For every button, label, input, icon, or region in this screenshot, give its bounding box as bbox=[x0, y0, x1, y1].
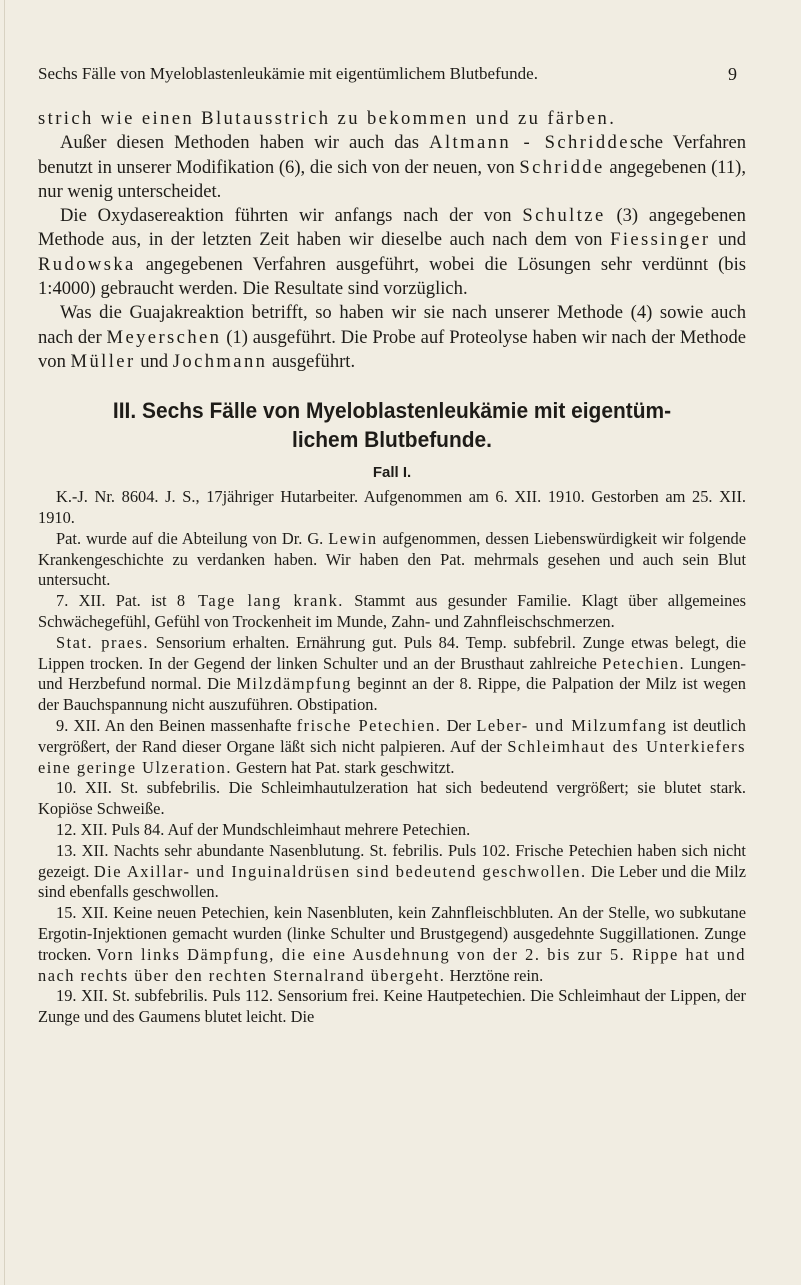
spaced-emphasis: frische Petechien. bbox=[296, 716, 442, 736]
page-body bbox=[38, 107, 746, 1028]
text-run: (3) angegebenen Methode aus, in der letzten Zeit haben wir dieselbe auch nach dem von bbox=[38, 205, 746, 251]
case-paragraph bbox=[38, 903, 746, 986]
text-run: 13. XII. Nachts sehr abundante Nasenblutung. St. febrilis. Puls 102. Frische Petechien haben sich nicht gezeigt. bbox=[38, 840, 746, 881]
case-paragraph bbox=[38, 633, 746, 716]
running-title: Sechs Fälle von Myeloblastenleukämie mit eigentümlichem Blutbefunde. bbox=[38, 64, 538, 83]
text-run: Was die Guajakreaktion betrifft, so haben wir sie nach unserer Methode (4) sowie auch nach der bbox=[38, 302, 746, 348]
text-run: angegebenen Verfahren ausgeführt, wobei die Lösungen sehr verdünnt (bis 1:4000) gebraucht werden. Die Resultate sind vorzüglich. bbox=[38, 253, 746, 300]
spaced-emphasis: Schleimhaut des Unterkiefers eine geringe Ulzeration. bbox=[38, 736, 746, 777]
spaced-emphasis: Vorn links Dämpfung, die eine Ausdehnung von der 2. bis zur 5. Rippe hat und nach rechts über den rechten Sternalrand übergeht. bbox=[38, 944, 746, 985]
text-run: sche Verfahren benutzt in unserer Modifikation (6), die sich von der neuen, von bbox=[38, 132, 747, 178]
spaced-emphasis: Leber- und Milzumfang bbox=[476, 716, 668, 736]
text-run: Der bbox=[441, 716, 477, 736]
text-run: Außer diesen Methoden haben wir auch das bbox=[60, 132, 430, 154]
spaced-emphasis: Fiessinger bbox=[610, 229, 711, 251]
case-paragraph bbox=[38, 841, 746, 903]
spaced-emphasis: Jochmann bbox=[172, 350, 268, 372]
spaced-emphasis: Milzdämpfung bbox=[236, 674, 352, 694]
text-run: angegebenen (11), nur wenig unterscheidet. bbox=[38, 156, 747, 202]
page-edge-shadow bbox=[4, 0, 5, 1285]
text-run: aufgenommen, dessen Liebenswürdigkeit wir folgende Krankengeschichte zu verdanken haben. Wir haben den Pat. mehrmals gesehen und auch sein Blut untersucht. bbox=[38, 528, 746, 590]
case-paragraph bbox=[38, 591, 746, 633]
section-heading-line-1: III. Sechs Fälle von Myeloblastenleukämie mit eigentüm- bbox=[112, 398, 672, 424]
case-paragraph bbox=[38, 820, 746, 841]
spaced-emphasis: Meyerschen bbox=[106, 326, 222, 348]
text-run: Die Leber und die Milz sind ebenfalls geschwollen. bbox=[38, 861, 746, 902]
text-run: Pat. wurde auf die Abteilung von Dr. G. bbox=[56, 528, 329, 548]
text-run: und bbox=[710, 229, 746, 251]
text-run: Sensorium erhalten. Ernährung gut. Puls 84. Temp. subfebril. Zunge etwas belegt, die Lippen trocken. In der Gegend der linken Schulter und an der Brusthaut zahlreiche bbox=[38, 632, 747, 673]
text-run: 7. XII. Pat. ist bbox=[56, 591, 177, 611]
intro-paragraph-4 bbox=[38, 301, 746, 374]
spaced-emphasis: Schultze bbox=[522, 205, 606, 227]
intro-paragraph-2 bbox=[38, 131, 746, 204]
text-run: Gestern hat Pat. stark geschwitzt. bbox=[231, 757, 455, 777]
spaced-emphasis: Petechien. bbox=[602, 653, 686, 673]
case-paragraph bbox=[38, 778, 746, 820]
spaced-emphasis: 8 Tage lang krank. bbox=[176, 591, 344, 611]
spaced-emphasis: Stat. praes. bbox=[56, 632, 149, 652]
spaced-emphasis: Müller bbox=[70, 350, 136, 372]
text-run: K.-J. Nr. 8604. J. S., 17jähriger Hutarbeiter. Aufgenommen am 6. XII. 1910. Gestorben am 25. XII. 1910. bbox=[38, 487, 746, 528]
section-heading-line-2: lichem Blutbefunde. bbox=[292, 427, 492, 453]
spaced-emphasis: Altmann - Schridde bbox=[429, 132, 630, 154]
text-run: Lungen- und Herzbefund normal. Die bbox=[38, 653, 746, 694]
case-paragraph bbox=[38, 986, 746, 1028]
text-run: ist deutlich vergrößert, der Rand dieser Organe läßt sich nicht palpieren. Auf der bbox=[38, 716, 746, 756]
text-run: Die Oxydasereaktion führten wir anfangs nach der von bbox=[60, 205, 523, 227]
case-paragraph bbox=[38, 487, 746, 529]
spaced-emphasis: Schridde bbox=[519, 156, 605, 178]
intro-paragraph-1 bbox=[38, 107, 746, 131]
running-header bbox=[38, 64, 738, 84]
text-run: Stammt aus gesunder Familie. Klagt über allgemeines Schwächegefühl, Gefühl von Trockenheit im Munde, Zahn- und Zahnfleischschmerzen. bbox=[38, 591, 746, 632]
spaced-emphasis: strich wie einen Blutausstrich zu bekommen und zu färben. bbox=[38, 108, 617, 129]
page-number: 9 bbox=[728, 64, 737, 84]
spaced-emphasis: Die Axillar- und Inguinaldrüsen sind bedeutend geschwollen. bbox=[93, 861, 587, 881]
spaced-emphasis: Rudowska bbox=[38, 253, 136, 275]
text-run: (1) ausgeführt. Die Probe auf Proteolyse haben wir nach der Methode von bbox=[38, 326, 746, 372]
text-run: 12. XII. Puls 84. Auf der Mundschleimhaut mehrere Petechien. bbox=[56, 820, 471, 840]
case-paragraph bbox=[38, 529, 746, 591]
spaced-emphasis: Lewin bbox=[328, 528, 378, 548]
intro-paragraph-3 bbox=[38, 204, 746, 301]
case-paragraph bbox=[38, 716, 746, 778]
section-heading bbox=[63, 396, 721, 454]
case-report bbox=[38, 487, 746, 1028]
text-run: 10. XII. St. subfebrilis. Die Schleimhautulzeration hat sich bedeutend vergrößert; sie blutet stark. Kopiöse Schweiße. bbox=[38, 778, 746, 819]
text-run: 9. XII. An den Beinen massenhafte bbox=[56, 716, 297, 736]
text-run: und bbox=[135, 350, 173, 372]
text-run: ausgeführt. bbox=[267, 350, 356, 372]
text-run: Herztöne rein. bbox=[445, 965, 544, 985]
case-label: Fall I. bbox=[372, 464, 412, 482]
text-run: 19. XII. St. subfebrilis. Puls 112. Sensorium frei. Keine Hautpetechien. Die Schleimhaut der Lippen, der Zunge und des Gaumens blutet leicht. Die bbox=[38, 986, 746, 1027]
text-run: 15. XII. Keine neuen Petechien, kein Nasenbluten, kein Zahnfleischbluten. An der Stelle, wo subkutane Ergotin-Injektionen gemacht wurden (linke Schulter und Brustgegend) ausgedehnte Suggillationen. Zunge trocken. bbox=[38, 903, 746, 964]
text-run: beginnt an der 8. Rippe, die Palpation der Milz ist wegen der Bauchspannung nicht auszuführen. Obstipation. bbox=[38, 674, 747, 715]
